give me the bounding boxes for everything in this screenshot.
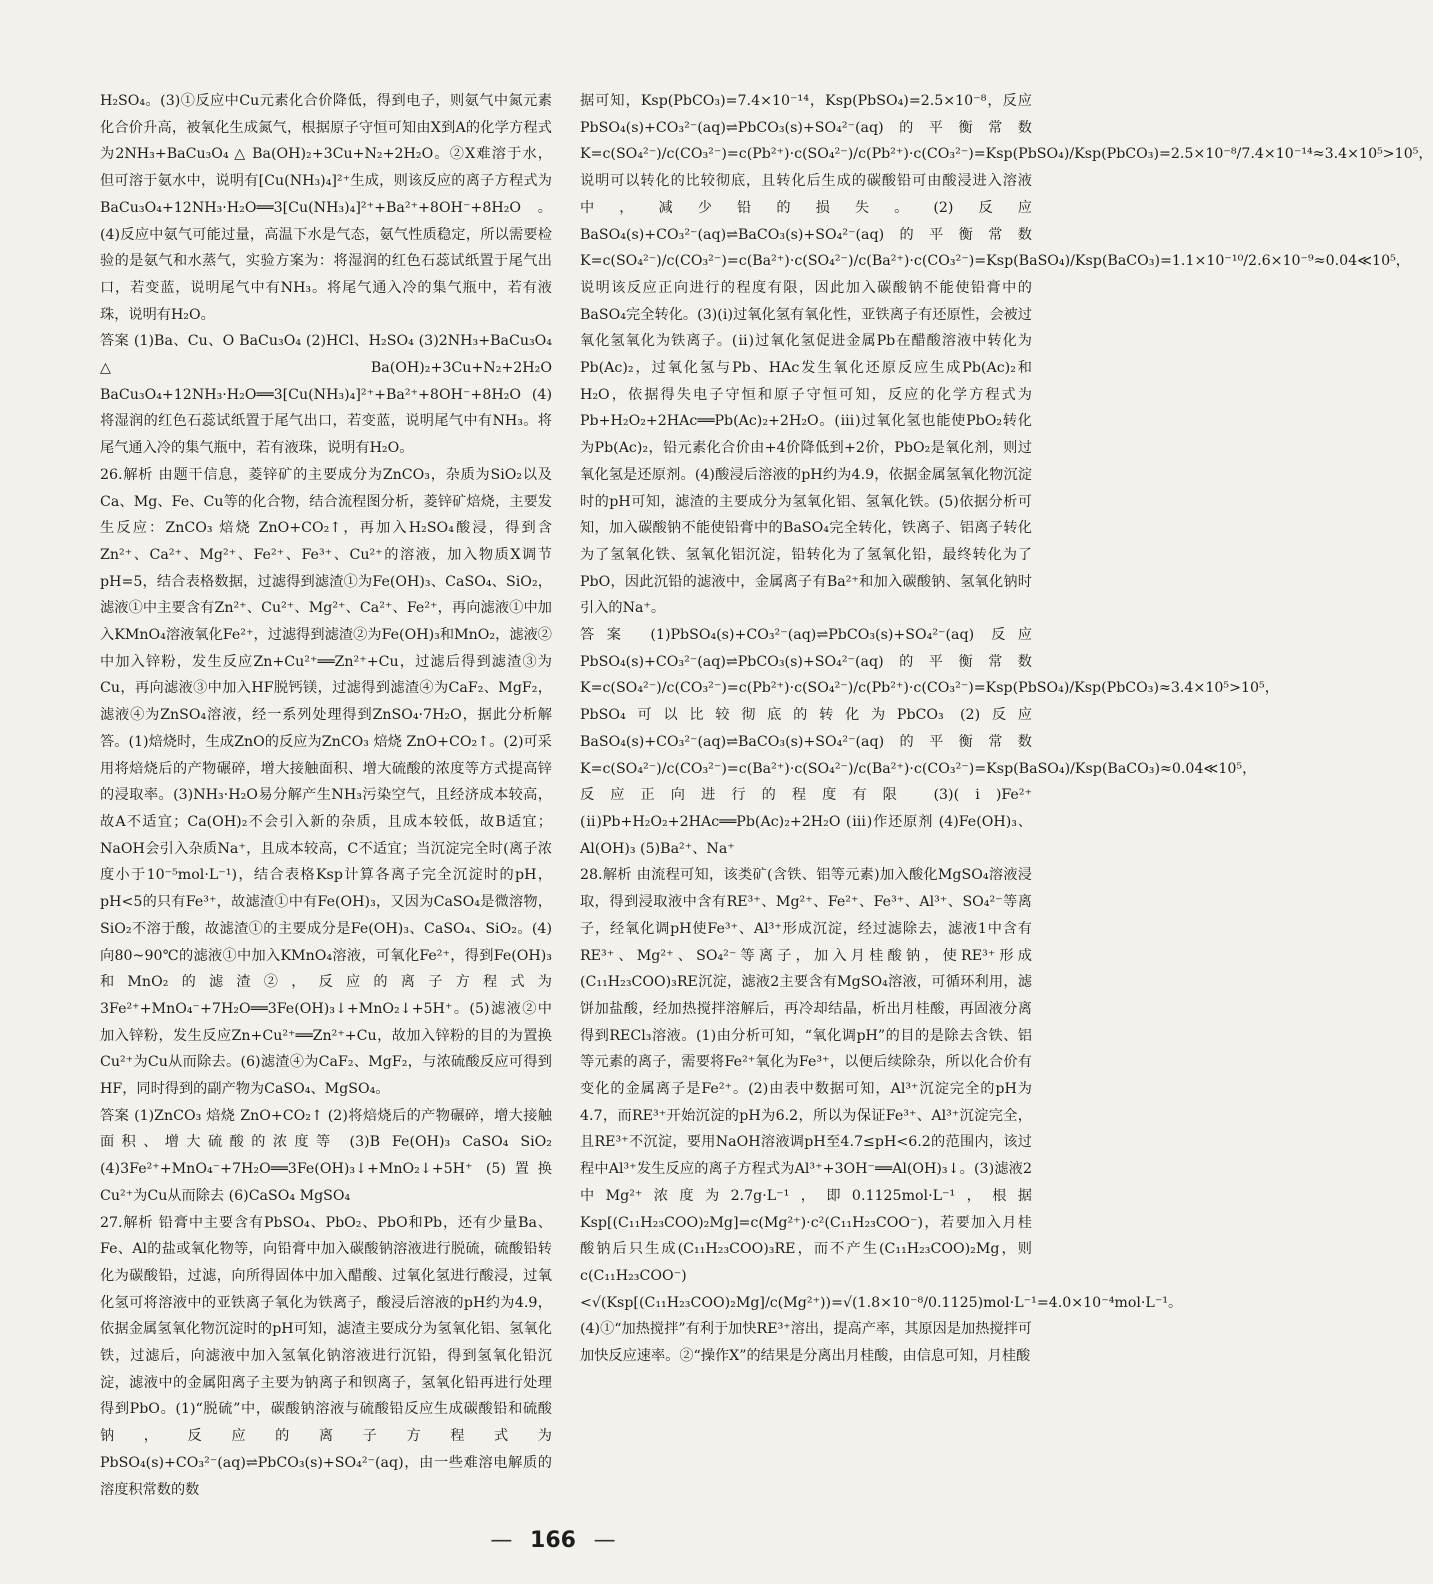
answer-27: 答案 (1)PbSO₄(s)+CO₃²⁻(aq)⇌PbCO₃(s)+SO₄²⁻(aq) 反应PbSO₄(s)+CO₃²⁻(aq)⇌PbCO₃(s)+SO₄²⁻(aq)的平衡常数K=c(SO₄²⁻)/c(CO₃²⁻)=c(Pb²⁺)·c(SO₄²⁻)/c(Pb²⁺)·c(CO₃²⁻)=Ksp(PbSO₄)/Ksp(PbCO₃)≈3.4×10⁵>10⁵，PbSO₄可以比较彻底的转化为PbCO₃ (2)反应BaSO₄(s)+CO₃²⁻(aq)⇌BaCO₃(s)+SO₄²⁻(aq)的平衡常数K=c(SO₄²⁻)/c(CO₃²⁻)=c(Ba²⁺)·c(SO₄²⁻)/c(Ba²⁺)·c(CO₃²⁻)=Ksp(BaSO₄)/Ksp(BaCO₃)≈0.04≪10⁵，反应正向进行的程度有限 (3)(ⅰ)Fe²⁺ (ⅱ)Pb+H₂O₂+2HAc══Pb(Ac)₂+2H₂O (ⅲ)作还原剂 (4)Fe(OH)₃、Al(OH)₃ (5)Ba²⁺、Na⁺ [580, 627, 1279, 857]
analysis-28: 28.解析 由流程可知，该类矿(含铁、铝等元素)加入酸化MgSO₄溶液浸取，得到浸取液中含有RE³⁺、Mg²⁺、Fe²⁺、Fe³⁺、Al³⁺、SO₄²⁻等离子，经氧化调pH使Fe³⁺、Al³⁺形成沉淀，经过滤除去，滤液1中含有RE³⁺、Mg²⁺、SO₄²⁻等离子，加入月桂酸钠，使RE³⁺形成(C₁₁H₂₃COO)₃RE沉淀，滤液2主要含有MgSO₄溶液，可循环利用，滤饼加盐酸，经加热搅拌溶解后，再冷却结晶，析出月桂酸，再固液分离得到RECl₃溶液。(1)由分析可知，“氧化调pH”的目的是除去含铁、铝等元素的离子，需要将Fe²⁺氧化为Fe³⁺，以便后续除杂，所以化合价有变化的金属离子是Fe²⁺。(2)由表中数据可知，Al³⁺沉淀完全的pH为4.7，而RE³⁺开始沉淀的pH为6.2，所以为保证Fe³⁺、Al³⁺沉淀完全，且RE³⁺不沉淀，要用NaOH溶液调pH至4.7≤pH<6.2的范围内，该过程中Al³⁺发生反应的离子方程式为Al³⁺+3OH⁻══Al(OH)₃↓。(3)滤液2中Mg²⁺浓度为2.7g·L⁻¹，即0.1125mol·L⁻¹，根据Ksp[(C₁₁H₂₃COO)₂Mg]=c(Mg²⁺)·c²(C₁₁H₂₃COO⁻)，若要加入月桂酸钠后只生成(C₁₁H₂₃COO)₃RE，而不产生(C₁₁H₂₃COO)₂Mg，则c(C₁₁H₂₃COO⁻)<√(Ksp[(C₁₁H₂₃COO)₂Mg]/c(Mg²⁺))=√(1.8×10⁻⁸/0.1125)mol·L⁻¹=4.0×10⁻⁴mol·L⁻¹。(4)①“加热搅拌”有利于加快RE³⁺溶出，提高产率，其原因是加热搅拌可加快反应速率。②“操作X”的结果是分离出月桂酸，由信息可知，月桂酸 [580, 867, 1183, 1365]
analysis-27: 27.解析 铅膏中主要含有PbSO₄、PbO₂、PbO和Pb，还有少量Ba、Fe、Al的盐或氧化物等，向铅膏中加入碳酸钠溶液进行脱硫，硫酸铅转化为碳酸铅，过滤，向所得固体中加入醋酸、过氧化氢进行酸浸，过氧化氢可将溶液中的亚铁离子氧化为铁离子，酸浸后溶液的pH约为4.9，依据金属氢氧化物沉淀时的pH可知，滤渣主要成分为氢氧化铝、氢氧化铁，过滤后，向滤液中加入氢氧化钠溶液进行沉铅，得到氢氧化铅沉淀，滤液中的金属阳离子主要为钠离子和钡离子，氢氧化铅再进行处理得到PbO。(1)“脱硫”中，碳酸钠溶液与硫酸铅反应生成碳酸铅和硫酸钠，反应的离子方程式为PbSO₄(s)+CO₃²⁻(aq)⇌PbCO₃(s)+SO₄²⁻(aq)，由一些难溶电解质的溶度积常数的数 [100, 1214, 552, 1498]
answer-25: 答案 (1)Ba、Cu、O BaCu₃O₄ (2)HCl、H₂SO₄ (3)2NH₃+BaCu₃O₄ △ Ba(OH)₂+3Cu+N₂+2H₂O BaCu₃O₄+12NH₃·H₂O══3[Cu(NH₃)₄]²⁺+Ba²⁺+8OH⁻+8H₂O (4)将湿润的红色石蕊试纸置于尾气出口，若变蓝，说明尾气中有NH₃。将尾气通入冷的集气瓶中，若有液珠，说明有H₂O。 [100, 333, 552, 457]
paragraph-left-1: H₂SO₄。(3)①反应中Cu元素化合价降低，得到电子，则氨气中氮元素化合价升高，被氧化生成氮气，根据原子守恒可知由X到A的化学方程式为2NH₃+BaCu₃O₄ △ Ba(OH)₂+3Cu+N₂+2H₂O。②X难溶于水，但可溶于氨水中，说明有[Cu(NH₃)₄]²⁺生成，则该反应的离子方程式为BaCu₃O₄+12NH₃·H₂O══3[Cu(NH₃)₄]²⁺+Ba²⁺+8OH⁻+8H₂O。(4)反应中氨气可能过量，高温下水是气态，氨气性质稳定，所以需要检验的是氨气和水蒸气，实验方案为：将湿润的红色石蕊试纸置于尾气出口，若变蓝，说明尾气中有NH₃。将尾气通入冷的集气瓶中，若有液珠，说明有H₂O。 [100, 93, 552, 323]
page-number-value: 166 [530, 1528, 576, 1553]
analysis-26: 26.解析 由题干信息，菱锌矿的主要成分为ZnCO₃，杂质为SiO₂以及Ca、Mg、Fe、Cu等的化合物，结合流程图分析，菱锌矿焙烧，主要发生反应：ZnCO₃ 焙烧 ZnO+CO₂↑，再加入H₂SO₄酸浸，得到含Zn²⁺、Ca²⁺、Mg²⁺、Fe²⁺、Fe³⁺、Cu²⁺的溶液，加入物质X调节pH=5，结合表格数据，过滤得到滤渣①为Fe(OH)₃、CaSO₄、SiO₂，滤液①中主要含有Zn²⁺、Cu²⁺、Mg²⁺、Ca²⁺、Fe²⁺，再向滤液①中加入KMnO₄溶液氧化Fe²⁺，过滤得到滤渣②为Fe(OH)₃和MnO₂，滤液②中加入锌粉，发生反应Zn+Cu²⁺══Zn²⁺+Cu，过滤后得到滤渣③为Cu，再向滤液③中加入HF脱钙镁，过滤得到滤渣④为CaF₂、MgF₂，滤液④为ZnSO₄溶液，经一系列处理得到ZnSO₄·7H₂O，据此分析解答。(1)焙烧时，生成ZnO的反应为ZnCO₃ 焙烧 ZnO+CO₂↑。(2)可采用将焙烧后的产物碾碎，增大接触面积、增大硫酸的浓度等方式提高锌的浸取率。(3)NH₃·H₂O易分解产生NH₃污染空气，且经济成本较高，故A不适宜；Ca(OH)₂不会引入新的杂质，且成本较低，故B适宜；NaOH会引入杂质Na⁺，且成本较高，C不适宜；当沉淀完全时(离子浓度小于10⁻⁵mol·L⁻¹)，结合表格Ksp计算各离子完全沉淀时的pH，pH<5的只有Fe³⁺，故滤渣①中有Fe(OH)₃，又因为CaSO₄是微溶物，SiO₂不溶于酸，故滤渣①的主要成分是Fe(OH)₃、CaSO₄、SiO₂。(4)向80~90℃的滤液①中加入KMnO₄溶液，可氧化Fe²⁺，得到Fe(OH)₃和MnO₂的滤渣②，反应的离子方程式为3Fe²⁺+MnO₄⁻+7H₂O══3Fe(OH)₃↓+MnO₂↓+5H⁺。(5)滤液②中加入锌粉，发生反应Zn+Cu²⁺══Zn²⁺+Cu，故加入锌粉的目的为置换Cu²⁺为Cu从而除去。(6)滤渣④为CaF₂、MgF₂，与浓硫酸反应可得到HF，同时得到的副产物为CaSO₄、MgSO₄。 [100, 466, 552, 1098]
page-number-dash-right: — [593, 1528, 616, 1553]
left-column [100, 88, 552, 1503]
page-number-dash-left: — [490, 1528, 513, 1553]
analysis-27-continued: 据可知，Ksp(PbCO₃)=7.4×10⁻¹⁴，Ksp(PbSO₄)=2.5×10⁻⁸，反应PbSO₄(s)+CO₃²⁻(aq)⇌PbCO₃(s)+SO₄²⁻(aq)的平衡常数K=c(SO₄²⁻)/c(CO₃²⁻)=c(Pb²⁺)·c(SO₄²⁻)/c(Pb²⁺)·c(CO₃²⁻)=Ksp(PbSO₄)/Ksp(PbCO₃)=2.5×10⁻⁸/7.4×10⁻¹⁴≈3.4×10⁵>10⁵，说明可以转化的比较彻底，且转化后生成的碳酸铅可由酸浸进入溶液中，减少铅的损失。(2)反应BaSO₄(s)+CO₃²⁻(aq)⇌BaCO₃(s)+SO₄²⁻(aq)的平衡常数K=c(SO₄²⁻)/c(CO₃²⁻)=c(Ba²⁺)·c(SO₄²⁻)/c(Ba²⁺)·c(CO₃²⁻)=Ksp(BaSO₄)/Ksp(BaCO₃)=1.1×10⁻¹⁰/2.6×10⁻⁹≈0.04≪10⁵，说明该反应正向进行的程度有限，因此加入碳酸钠不能使铅膏中的BaSO₄完全转化。(3)(ⅰ)过氧化氢有氧化性，亚铁离子有还原性，会被过氧化氢氧化为铁离子。(ⅱ)过氧化氢促进金属Pb在醋酸溶液中转化为Pb(Ac)₂，过氧化氢与Pb、HAc发生氧化还原反应生成Pb(Ac)₂和H₂O，依据得失电子守恒和原子守恒可知，反应的化学方程式为Pb+H₂O₂+2HAc══Pb(Ac)₂+2H₂O。(ⅲ)过氧化氢也能使PbO₂转化为Pb(Ac)₂，铅元素化合价由+4价降低到+2价，PbO₂是氧化剂，则过氧化氢是还原剂。(4)酸浸后溶液的pH约为4.9，依据金属氢氧化物沉淀时的pH可知，滤渣的主要成分为氢氧化铝、氢氧化铁。(5)依据分析可知，加入碳酸钠不能使铅膏中的BaSO₄完全转化，铁离子、铝离子转化为了氢氧化铁、氢氧化铝沉淀，铅转化为了氢氧化铅，最终转化为了PbO，因此沉铅的滤液中，金属离子有Ba²⁺和加入碳酸钠、氢氧化钠时引入的Na⁺。 [580, 93, 1433, 617]
right-column [580, 88, 1433, 1370]
page-number [0, 1528, 1106, 1553]
answer-26: 答案 (1)ZnCO₃ 焙烧 ZnO+CO₂↑ (2)将焙烧后的产物碾碎，增大接触面积、增大硫酸的浓度等 (3)B Fe(OH)₃ CaSO₄ SiO₂ (4)3Fe²⁺+MnO₄⁻+7H₂O══3Fe(OH)₃↓+MnO₂↓+5H⁺ (5)置换Cu²⁺为Cu从而除去 (6)CaSO₄ MgSO₄ [100, 1107, 552, 1204]
